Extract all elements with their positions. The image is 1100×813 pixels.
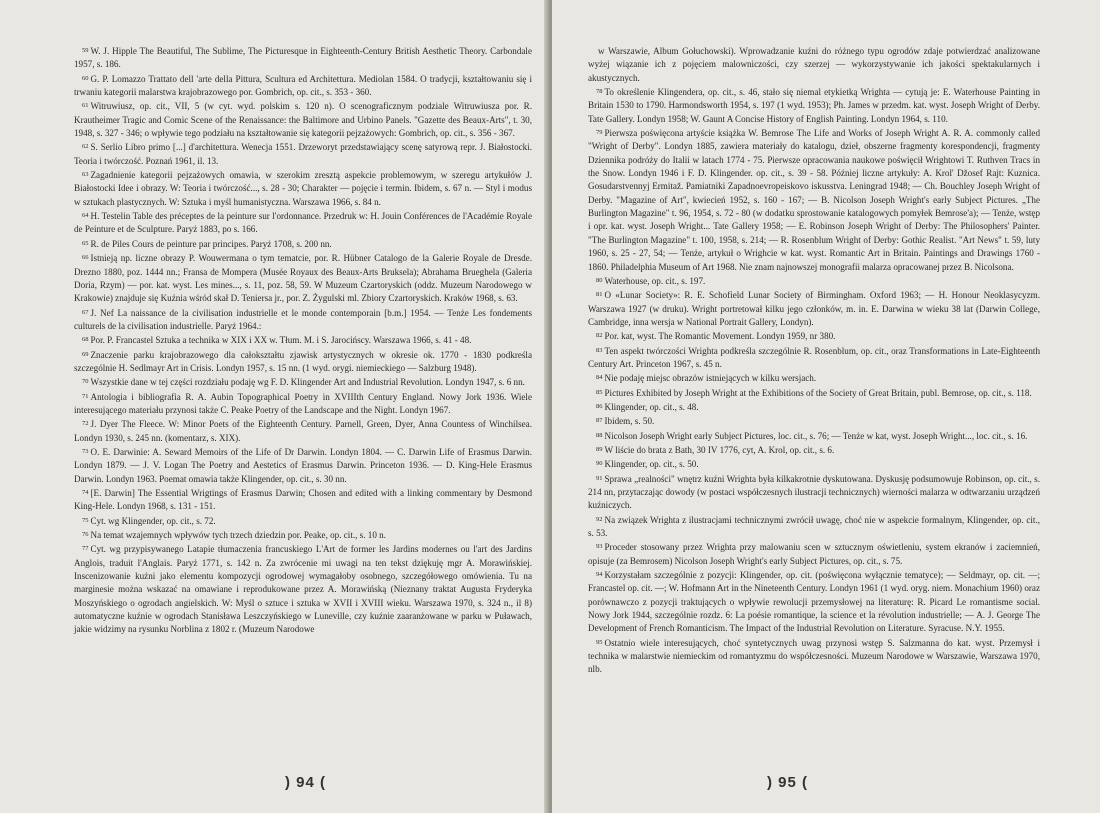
footnote-text: Witruwiusz, op. cit., VII, 5 (w cyt. wyd. polskim s. 120 n). O scenograficznym podziale Witruwiusza por. R. Krautheimer Tragic and Comic Scene of the Renaissance: the Baltimore and Urbino Panels. "Gazette des Beaux-Arts", t. 30, 1948, s. 327 - 346; o wpływie tego podziału na kształtowanie się kategorii pejzażowych: Gombrich, op. cit., s. 356 - 367. — [74, 101, 532, 139]
left-footnotes — [74, 44, 532, 637]
footnote-text: Nicolson Joseph Wright early Subject Pictures, loc. cit., s. 76; — Tenże w kat, wyst. Joseph Wright..., loc. cit., s. 16. — [604, 430, 1028, 441]
footnote-text: Cyt. wg Klingender, op. cit., s. 72. — [90, 515, 216, 526]
footnote-text: Antologia i bibliografia R. A. Aubin Topographical Poetry in XVIIIth Century England. Nowy Jork 1936. Wiele interesującego materiału przynosi także C. Peake Poetry of the Landscape and the Night. Londyn 1967. — [74, 391, 532, 415]
footnote — [74, 44, 532, 72]
footnote-text: W liście do brata z Bath, 30 IV 1776, cyt, A. Krol, op. cit., s. 6. — [604, 444, 835, 455]
footnote — [74, 209, 532, 237]
footnote-text: G. P. Lomazzo Trattato dell 'arte della Pittura, Scultura ed Architettura. Mediolan 1584. O tradycji, kształtowaniu się i trwaniu kategorii malarstwa krajobrazowego por. Gombrich, op. cit., s. 353 - 360. — [74, 73, 532, 98]
footnote-number: 92 — [596, 515, 603, 523]
footnote-number: 79 — [596, 129, 603, 137]
right-page-number: ) 95 ( — [767, 774, 809, 791]
footnote-number: 91 — [596, 474, 603, 482]
footnote-number: 90 — [596, 460, 603, 468]
footnote-number: 65 — [82, 239, 89, 247]
footnote-number: 72 — [82, 420, 89, 428]
footnote-text: Zagadnienie kategorii pejzażowych omawia, w szerokim zresztą aspekcie problemowym, w szeregu artykułów J. Białostocki Idee i obrazy. W: Teoria i twórczość..., s. 28 - 30; Charakter — pojęcie i termin. Ibidem, s. 67 n. — Styl i modus w sztukach plastycznych. W: Sztuka i myśl humanistyczna. Warszawa 1966, s. 84 n. — [74, 170, 532, 207]
footnote-number: 74 — [82, 489, 89, 496]
footnote-text: Waterhouse, op. cit., s. 197. — [604, 275, 706, 286]
footnote — [74, 542, 532, 636]
footnote — [74, 99, 532, 140]
footnote-number: 63 — [82, 171, 89, 179]
footnote-text: Pictures Exhibited by Joseph Wright at the Exhibitions of the Society of Great Britain, publ. Bemrose, op. cit., s. 118. — [604, 387, 1032, 398]
footnote — [74, 445, 532, 486]
footnote-number: 71 — [82, 392, 89, 400]
footnote-number: 62 — [82, 143, 89, 151]
footnote-text: Nie podaję miejsc obrazów istniejących w kilku wersjach. — [604, 373, 817, 384]
footnote-text: To określenie Klingendera, op. cit., s. 46, stało się niemal etykietką Wrighta — cytują je: E. Waterhouse Painting in Britain 1530 to 1790. Harmondsworth 1954, s. 197 (1 wyd. 1953); Ph. James w przedm. kat. wyst. Joseph Wright of Derby. Tate Gallery. Londyn 1958; W. Gaunt A Concise History of English Painting. Londyn 1964, s. 110. — [588, 87, 1040, 124]
footnote-number: 93 — [596, 543, 603, 551]
footnote — [588, 400, 1040, 414]
footnote — [588, 414, 1040, 428]
footnote — [74, 486, 532, 514]
footnote-number: 81 — [596, 291, 603, 299]
footnote-text: Klingender, op. cit., s. 48. — [604, 401, 699, 412]
footnote — [74, 417, 532, 445]
footnote — [588, 540, 1040, 568]
footnote-number: 75 — [82, 516, 89, 524]
footnote — [588, 443, 1040, 457]
footnote-number: 88 — [596, 431, 603, 439]
footnote-text: Klingender, op. cit., s. 50. — [604, 459, 699, 470]
left-page — [0, 0, 548, 813]
footnote-number: 85 — [596, 388, 603, 396]
left-page-number: ) 94 ( — [285, 774, 327, 791]
footnote — [588, 386, 1040, 400]
footnote-text: w Warszawie, Album Gołuchowski). Wprowadzanie kuźni do różnego typu ogrodów zdaje potwierdzać analizowane wyżej wiązanie ich z pojęciem malowniczości, czy szerzej — wykorzystywanie ich jakości spektakularnych i akustycznych. — [588, 46, 1040, 83]
footnote-text: Ostatnio wiele interesujących, choć syntetycznych uwag przynosi wstęp S. Salzmanna do kat. wyst. Przemysł i technika w malarstwie niemieckim od romantyzmu do współczesności. Muzeum Narodowe w Warszawie, Warszawa 1970, nlb. — [588, 637, 1040, 675]
footnote — [588, 568, 1040, 636]
footnote — [588, 429, 1040, 443]
footnote — [74, 140, 532, 168]
footnote — [74, 72, 532, 100]
footnote-text: Cyt. wg przypisywanego Latapie tłumaczenia francuskiego L'Art de former les Jardins modernes ou l'art des Jardins Anglois, traduit l'Anglais. Paryż 1771, s. 142 n. Za zwrócenie mi uwagi na ten tekst dziękuję mgr A. Morawińskiej. Inscenizowanie kuźni jako elementu kompozycji ogrodowej wymagałoby osobnego, szczegółowego omówienia. Tu na marginesie można wskazać na omawiane i reprodukowane przez A. Morawińską (Nieznany traktat Augusta Fryderyka Moszyńskiego o ogrodach angielskich. W: Myśl o sztuce i sztuka w XVII i XVIII wieku. Warszawa 1970, s. 324 n., il 8) automatyczne kuźnie w ogrodach Stanisława Leszczyńskiego w Luneville, czy kuźnie zaaranżowane w parku w Puławach, jakie widzimy na rysunku Norblina z 1802 r. (Muzeum Narodowe — [74, 544, 532, 635]
footnote-text: Na związek Wrighta z ilustracjami technicznymi zwrócił uwagę, choć nie w aspekcie formalnym, Klingender, op. cit., s. 53. — [588, 514, 1040, 539]
footnote-number: 70 — [82, 378, 89, 386]
footnote — [588, 44, 1040, 85]
footnote-number: 84 — [596, 374, 603, 382]
footnote-number: 80 — [596, 276, 603, 284]
footnote — [588, 472, 1040, 513]
footnote — [588, 126, 1040, 274]
footnote-number: 95 — [596, 638, 603, 646]
footnote-number: 82 — [596, 332, 603, 340]
footnote-number: 76 — [82, 531, 89, 539]
footnote — [588, 329, 1040, 343]
footnote — [588, 513, 1040, 541]
footnote-text: [E. Darwin] The Essential Wrigtings of Erasmus Darwin; Chosen and edited with a linking commentary by Desmond King-Hele. Londyn 1968, s. 131 - 151. — [74, 488, 532, 512]
footnote-number: 83 — [596, 346, 603, 354]
footnote-text: J. Dyer The Fleece. W: Minor Poets of the Eighteenth Century. Parnell, Green, Dyer, Anna Countess of Winchilsea. Londyn 1930, s. 245 nn. (komentarz, s. XIX). — [74, 419, 532, 443]
footnote-number: 86 — [596, 402, 603, 410]
footnote-text: Por. kat, wyst. The Romantic Movement. Londyn 1959, nr 380. — [604, 331, 836, 342]
footnote-text: Proceder stosowany przez Wrighta przy malowaniu scen w sztucznym oświetleniu, system ekranów i zaciemnień, opisuje (za Bemrosem) Nicolson Joseph Wright's early Subject Pictures, op. cit., s. 75. — [588, 542, 1040, 566]
footnote-number: 68 — [82, 336, 89, 344]
footnote-text: R. de Piles Cours de peinture par principes. Paryż 1708, s. 200 nn. — [90, 238, 332, 249]
right-page — [552, 0, 1100, 813]
footnote — [74, 168, 532, 209]
footnote — [74, 333, 532, 347]
footnote-text: W. J. Hipple The Beautiful, The Sublime, The Picturesque in Eighteenth-Century British Aesthetic Theory. Carbondale 1957, s. 186. — [74, 46, 532, 70]
footnote-text: S. Serlio Libro primo [...] d'architettura. Wenecja 1551. Drzeworyt przedstawiający scenę satyrową repr. J. Białostocki. Teoria i twórczość. Poznań 1961, il. 13. — [74, 142, 532, 166]
footnote-text: Korzystałam szczególnie z pozycji: Klingender, op. cit. (poświęcona wyłącznie tematyce); — Seldmayr, op. cit. —; Francastel op. cit. —; W. Hofmann Art in the Nineteenth Century. Londyn 1961 (1 wyd. oryg. niem. Monachium 1960) oraz porównawczo z pozycji traktujących o wpływie rewolucji przemysłowej na literaturę: R. Picard Le romantisme social. Nowy Jork 1944, szczególnie rozdz. 6: La poésie romantique, la science et la révolution industrielle; — A. J. George The Development of French Romanticism. The Impact of the Industrial Revolution on Literature. Syracuse. N.Y. 1955. — [588, 570, 1040, 634]
footnote-text: Wszystkie dane w tej części rozdziału podaję wg F. D. Klingender Art and Industrial Revolution. Londyn 1947, s. 6 nn. — [90, 377, 525, 388]
footnote-number: 73 — [82, 447, 89, 455]
footnote — [588, 85, 1040, 126]
footnote-text: J. Nef La naissance de la civilisation industrielle et le monde contemporain [b.m.] 1954. — Tenże Les fondements culturels de la civilisation industrielle. Paryż 1964.: — [74, 307, 532, 331]
footnote — [74, 390, 532, 418]
footnote — [74, 348, 532, 376]
footnote — [588, 274, 1040, 288]
footnote — [588, 636, 1040, 677]
footnote — [74, 237, 532, 251]
footnote-text: Istnieją np. liczne obrazy P. Wouwermana o tym tematcie, por. R. Hübner Catalogo de la Galerie Royale de Dresde. Drezno 1880, poz. 1444 nn.; Fransa de Mompera (Musée Royaux des Beaux-Arts Bruksela); Abrahama Brueghela (Galeria Doria, Rzym) — por. kat. wyst. Les mines..., s. 11, poz. 58, 59. W Muzeum Czartoryskich (oddz. Muzeum Narodowego w Krakowie) znajduje się Kuźnia wśród skał D. Teniersa jr., por. Z. Żygulski ml. Zbiory Czartoryskich. Kraków 1968, s. 63. — [74, 253, 532, 304]
footnote-number: 87 — [596, 417, 603, 425]
footnote-number: 94 — [596, 571, 603, 579]
footnote — [588, 371, 1040, 385]
footnote-text: O «Lunar Society»: R. E. Schofield Lunar Society of Birmingham. Oxford 1963; — H. Honour Neoklasycyzm. Warszawa 1927 (w druku). Wright portretował kilku jego członków, m. in. E. Darwina w wieku 38 lat (Darwin College, Cambridge, inna wersja w National Portrait Gallery, Londyn). — [588, 290, 1040, 327]
footnote-number: 60 — [82, 74, 89, 82]
footnote — [74, 375, 532, 389]
footnote-number: 89 — [596, 445, 603, 453]
right-footnotes — [588, 44, 1040, 677]
footnote-text: Ten aspekt twórczości Wrighta podkreśla szczególnie R. Rosenblum, op. cit., oraz Transformations in Late-Eighteenth Century Art. Princeton 1967, s. 45 n. — [588, 345, 1040, 369]
footnote-text: Sprawa „realności" wnętrz kuźni Wrighta była kilkakrotnie dyskutowana. Dyskusję podsumowuje Robinson, op. cit., s. 214 nn, przytaczając dowody (w postaci współczesnych ilustracji technicznych) wierności malarza w odtwarzaniu urządzeń kuźniczych. — [588, 473, 1040, 511]
footnote-number: 66 — [82, 254, 89, 262]
footnote — [588, 344, 1040, 372]
footnote — [74, 251, 532, 305]
footnote-number: 59 — [82, 47, 89, 54]
footnote-number: 61 — [82, 102, 89, 110]
footnote — [588, 457, 1040, 471]
footnote — [74, 514, 532, 528]
footnote — [588, 288, 1040, 329]
footnote-text: O. E. Darwinie: A. Seward Memoirs of the Life of Dr Darwin. Londyn 1804. — C. Darwin Life of Erasmus Darwin. Londyn 1879. — J. V. Logan The Poetry and Aestetics of Erasmus Darwin. Princeton 1936. — D. King-Hele Erasmus Darwin. Londyn 1963. Poemat omawia także Klingender, op. cit., s. 30 nn. — [74, 446, 532, 484]
footnote-text: Znaczenie parku krajobrazowego dla całokształtu zjawisk artystycznych w okresie ok. 1770 - 1830 podkreśla szczególnie H. Sedlmayr Art in Crisis. Londyn 1957, s. 15 nn. (1 wyd. orygi. niemieckiego — Salzburg 1948). — [74, 349, 532, 373]
footnote-text: Na temat wzajemnych wpływów tych trzech dziedzin por. Peake, op. cit., s. 10 n. — [90, 530, 386, 541]
footnote — [74, 306, 532, 334]
footnote-text: Por. P. Francastel Sztuka a technika w XIX i XX w. Tłum. M. i S. Jarocińscy. Warszawa 1966, s. 41 - 48. — [90, 335, 472, 346]
footnote-number: 77 — [82, 545, 89, 553]
footnote-text: H. Testelin Table des préceptes de la peinture sur l'ordonnance. Przedruk w: H. Jouin Conférences de l'Académie Royale de Peinture et de Sculpture. Paryż 1883, po s. 166. — [74, 211, 532, 235]
footnote-number: 67 — [82, 308, 89, 316]
footnote-number: 78 — [596, 88, 603, 96]
footnote-text: Ibidem, s. 50. — [604, 416, 655, 427]
footnote-text: Pierwsza poświęcona artyście książka W. Bemrose The Life and Works of Joseph Wright A. R. A. commonly called "Wright of Derby". Londyn 1885, zawiera materiały do katalogu, dzieł, obszerne fragmenty korespondencji, fragmenty Dziennika podróży do Italii w latach 1774 - 75. Pierwsze opracowania naukowe poświęcił Wrightowi T. Ruthven Tracs in the Snow. Londyn 1946 i F. D. Klingender. op. cit., s. 39 - 58. Później liczne artykuły: A. Krol' Džosef Rajt: Kuznica. Gosudarstvennyj Ermitaž. Pamiatniki Zapadnoevropeiskovo iskusstva. Leningrad 1948; — Ch. Bouchley Joseph Wright of Derby. "Magazine of Art", kwiecień 1952, s. 160 - 167; — B. Nicolson Joseph Wright's early Subject Pictures. „The Burlington Magazine" t. 96, 1954, s. 72 - 80 (w dodatku sprostowanie katalogowych pomyłek Bemrose'a); — Tenże, wstęp i opr. kat. wyst. Joseph Wright... Tate Gallery 1958; — E. Robinson Joseph Wright of Derby: The Philosophers' Painter. "The Burlington Magazine" t. 100, 1958, s. 214; — R. Rosenblum Wright of Derby: Gothic Realist. "Art News" t. 59, luty 1960, s. 25 - 27, 54; — Tenże, artykuł o Wrighcie w kat. wyst. Romantic Art in Britain. Paintings and Drawings 1760 - 1860. Philadelphia Museum of Art 1968. Nie znam najnowszej monografii malarza opracowanej przez B. Nicolsona. — [588, 128, 1040, 272]
footnote-number: 64 — [82, 212, 89, 220]
footnote — [74, 528, 532, 542]
footnote-number: 69 — [82, 350, 89, 358]
